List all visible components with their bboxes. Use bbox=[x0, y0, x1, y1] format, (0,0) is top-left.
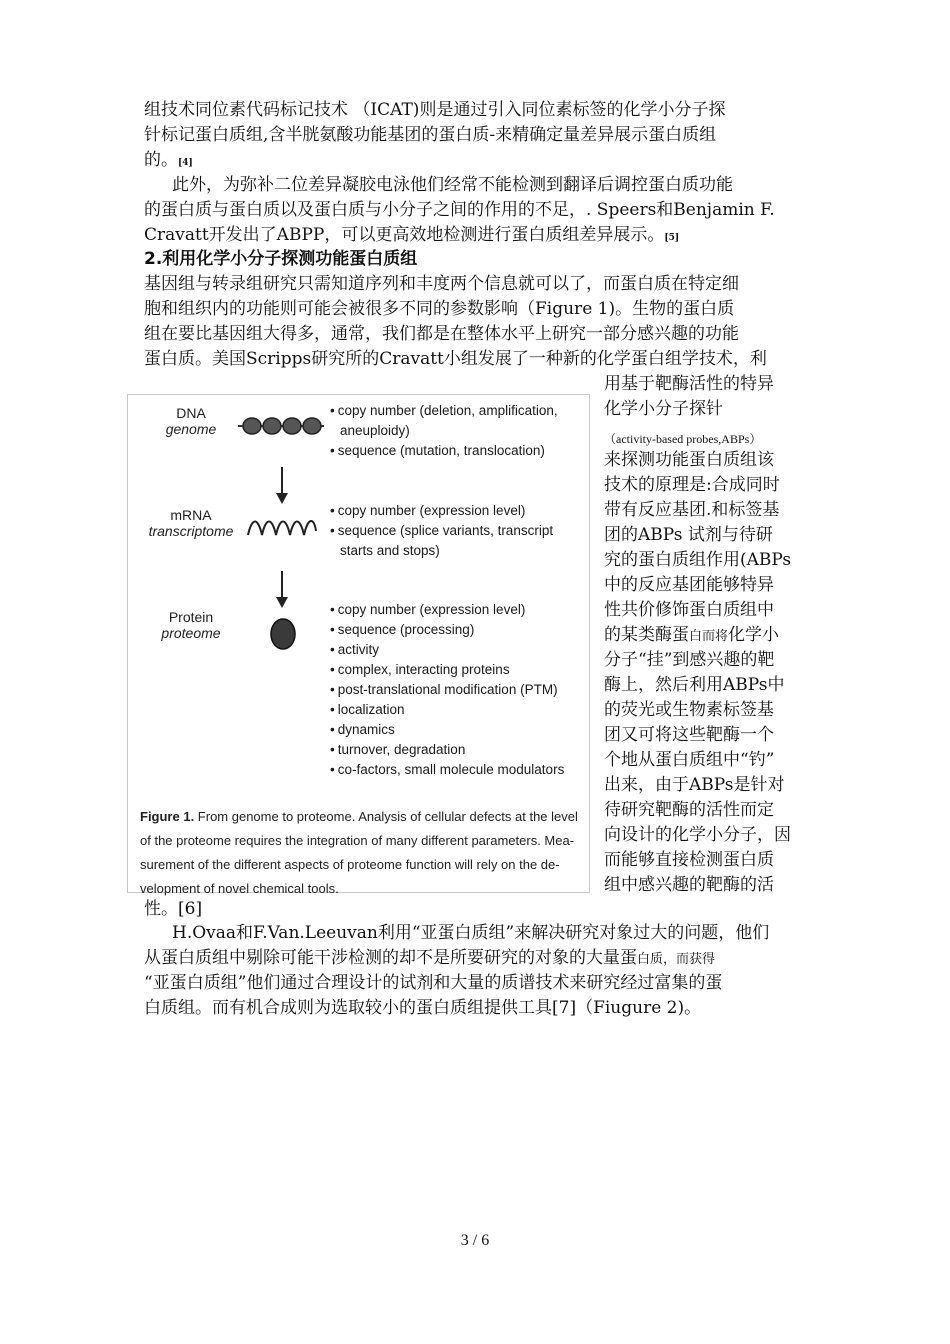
side-line-13: 酶上，然后利用ABPs中 bbox=[604, 675, 785, 695]
side-line-5: 技术的原理是:合成同时 bbox=[604, 475, 780, 495]
figure-1 bbox=[127, 394, 590, 896]
para1-line3-text: 的。 bbox=[144, 150, 178, 170]
side-line-1: 用基于靶酶活性的特异 bbox=[604, 374, 774, 394]
dna-item-1: • copy number (deletion, amplification, bbox=[330, 403, 558, 418]
para4-line4: 白质组。而有机合成则为选取较小的蛋白质组提供工具[7]（Fiugure 2)。 bbox=[144, 998, 702, 1018]
side-line-7: 团的ABPs 试剂与待研 bbox=[604, 525, 773, 545]
protein-label-title: Protein bbox=[168, 609, 214, 625]
after-figure-line: 性。[6] bbox=[144, 899, 203, 919]
protein-item-2: • sequence (processing) bbox=[330, 622, 474, 637]
dna-item-1-cont: aneuploidy) bbox=[340, 423, 410, 438]
side-line-18: 待研究靶酶的活性而定 bbox=[604, 800, 774, 820]
para1-line1: 组技术同位素代码标记技术 （ICAT)则是通过引入同位素标签的化学小分子探 bbox=[144, 100, 726, 120]
side-line-12: 分子“挂”到感兴趣的靶 bbox=[604, 650, 775, 670]
protein-label-sub: proteome bbox=[161, 625, 221, 641]
para3-line1: 基因组与转录组研究只需知道序列和丰度两个信息就可以了，而蛋白质在特定细 bbox=[144, 274, 739, 294]
protein-item-5: • post-translational modification (PTM) bbox=[330, 682, 558, 697]
para4-line3: “亚蛋白质组”他们通过合理设计的试剂和大量的质谱技术来研究经过富集的蛋 bbox=[144, 973, 723, 993]
para4-line2b: 白质，而获得 bbox=[637, 952, 716, 967]
protein-item-8: • turnover, degradation bbox=[330, 742, 465, 757]
mrna-wave-icon bbox=[246, 513, 318, 543]
mrna-item-1: • copy number (expression level) bbox=[330, 503, 525, 518]
side-line-2: 化学小分子探针 bbox=[604, 399, 723, 419]
protein-item-4: • complex, interacting proteins bbox=[330, 662, 510, 677]
mrna-item-2-cont: starts and stops) bbox=[340, 543, 440, 558]
para1-line3 bbox=[144, 148, 193, 175]
protein-item-9: • co-factors, small molecule modulators bbox=[330, 762, 564, 777]
protein-item-3: • activity bbox=[330, 642, 379, 657]
dna-label-sub: genome bbox=[165, 421, 217, 437]
side-line-16: 个地从蛋白质组中“钓” bbox=[604, 750, 775, 770]
side-line-9: 中的反应基团能够特异 bbox=[604, 575, 774, 595]
mrna-label bbox=[136, 507, 246, 539]
side-line-11 bbox=[604, 623, 779, 649]
para2-line2: 的蛋白质与蛋白质以及蛋白质与小分子之间的作用的不足，. Speers和Benjamin F. bbox=[144, 200, 775, 220]
protein-ball-icon bbox=[268, 617, 298, 651]
section-heading: 2.利用化学小分子探测功能蛋白质组 bbox=[144, 249, 418, 269]
figure-caption bbox=[140, 805, 584, 901]
caption-line-1: From genome to proteome. Analysis of cellular defects at the level bbox=[194, 809, 578, 824]
side-line-3: （activity-based probes,ABPs） bbox=[604, 432, 762, 446]
side-line-11c: 化学小 bbox=[728, 625, 780, 645]
caption-label: Figure 1. bbox=[140, 809, 195, 824]
reference-4: [4] bbox=[178, 158, 193, 168]
side-line-4: 来探测功能蛋白质组该 bbox=[604, 450, 774, 470]
para3-line3: 组在要比基因组大得多，通常，我们都是在整体水平上研究一部分感兴趣的功能 bbox=[144, 324, 739, 344]
para2-line3-text: Cravatt开发出了ABPP，可以更高效地检测进行蛋白质组差异展示。 bbox=[144, 225, 665, 245]
caption-line-3: surement of the different aspects of proteome function will rely on the de- bbox=[140, 857, 560, 872]
side-line-11a: 的某类酶蛋 bbox=[604, 625, 689, 645]
side-line-20: 而能够直接检测蛋白质 bbox=[604, 850, 774, 870]
para4-line2a: 从蛋白质组中剔除可能干涉检测的却不是所要研究的对象的大量蛋 bbox=[144, 948, 637, 968]
side-line-19: 向设计的化学小分子，因 bbox=[604, 825, 791, 845]
para4-line2 bbox=[144, 946, 715, 972]
page-number: 3 / 6 bbox=[460, 1232, 490, 1249]
caption-line-4: velopment of novel chemical tools. bbox=[140, 881, 339, 896]
protein-item-6: • localization bbox=[330, 702, 405, 717]
arrow-down-icon bbox=[274, 571, 290, 609]
dna-label bbox=[136, 405, 246, 437]
side-line-11b: 白而将 bbox=[689, 629, 729, 644]
side-line-8: 究的蛋白质组作用(ABPs bbox=[604, 550, 792, 570]
para1-line2: 针标记蛋白质组,含半胱氨酸功能基团的蛋白质-来精确定量差异展示蛋白质组 bbox=[144, 125, 717, 145]
caption-line-2: of the proteome requires the integration of many different parameters. Mea- bbox=[140, 833, 575, 848]
protein-item-1: • copy number (expression level) bbox=[330, 602, 525, 617]
mrna-label-title: mRNA bbox=[170, 507, 212, 523]
mrna-label-sub: transcriptome bbox=[148, 523, 234, 539]
side-line-17: 出来，由于ABPs是针对 bbox=[604, 775, 785, 795]
dna-item-2: • sequence (mutation, translocation) bbox=[330, 443, 545, 458]
protein-label bbox=[136, 609, 246, 641]
para4-line1: H.Ovaa和F.Van.Leeuvan利用“亚蛋白质组”来解决研究对象过大的问题，他们 bbox=[172, 923, 770, 943]
para2-line1: 此外，为弥补二位差异凝胶电泳他们经常不能检测到翻译后调控蛋白质功能 bbox=[172, 175, 733, 195]
side-line-6: 带有反应基团.和标签基 bbox=[604, 500, 780, 520]
para3-line4: 蛋白质。美国Scripps研究所的Cravatt小组发展了一种新的化学蛋白组学技术，利 bbox=[144, 349, 767, 369]
arrow-down-icon bbox=[274, 467, 290, 505]
protein-item-7: • dynamics bbox=[330, 722, 395, 737]
reference-5: [5] bbox=[664, 233, 680, 243]
mrna-item-2: • sequence (splice variants, transcript bbox=[330, 523, 553, 538]
dna-helix-icon bbox=[236, 413, 326, 439]
para3-line2: 胞和组织内的功能则可能会被很多不同的参数影响（Figure 1)。生物的蛋白质 bbox=[144, 299, 735, 319]
side-line-21: 组中感兴趣的靶酶的活 bbox=[604, 875, 774, 895]
side-line-14: 的荧光或生物素标签基 bbox=[604, 700, 774, 720]
dna-label-title: DNA bbox=[176, 405, 206, 421]
side-line-10: 性共价修饰蛋白质组中 bbox=[604, 600, 774, 620]
side-line-15: 团又可将这些靶酶一个 bbox=[604, 725, 774, 745]
